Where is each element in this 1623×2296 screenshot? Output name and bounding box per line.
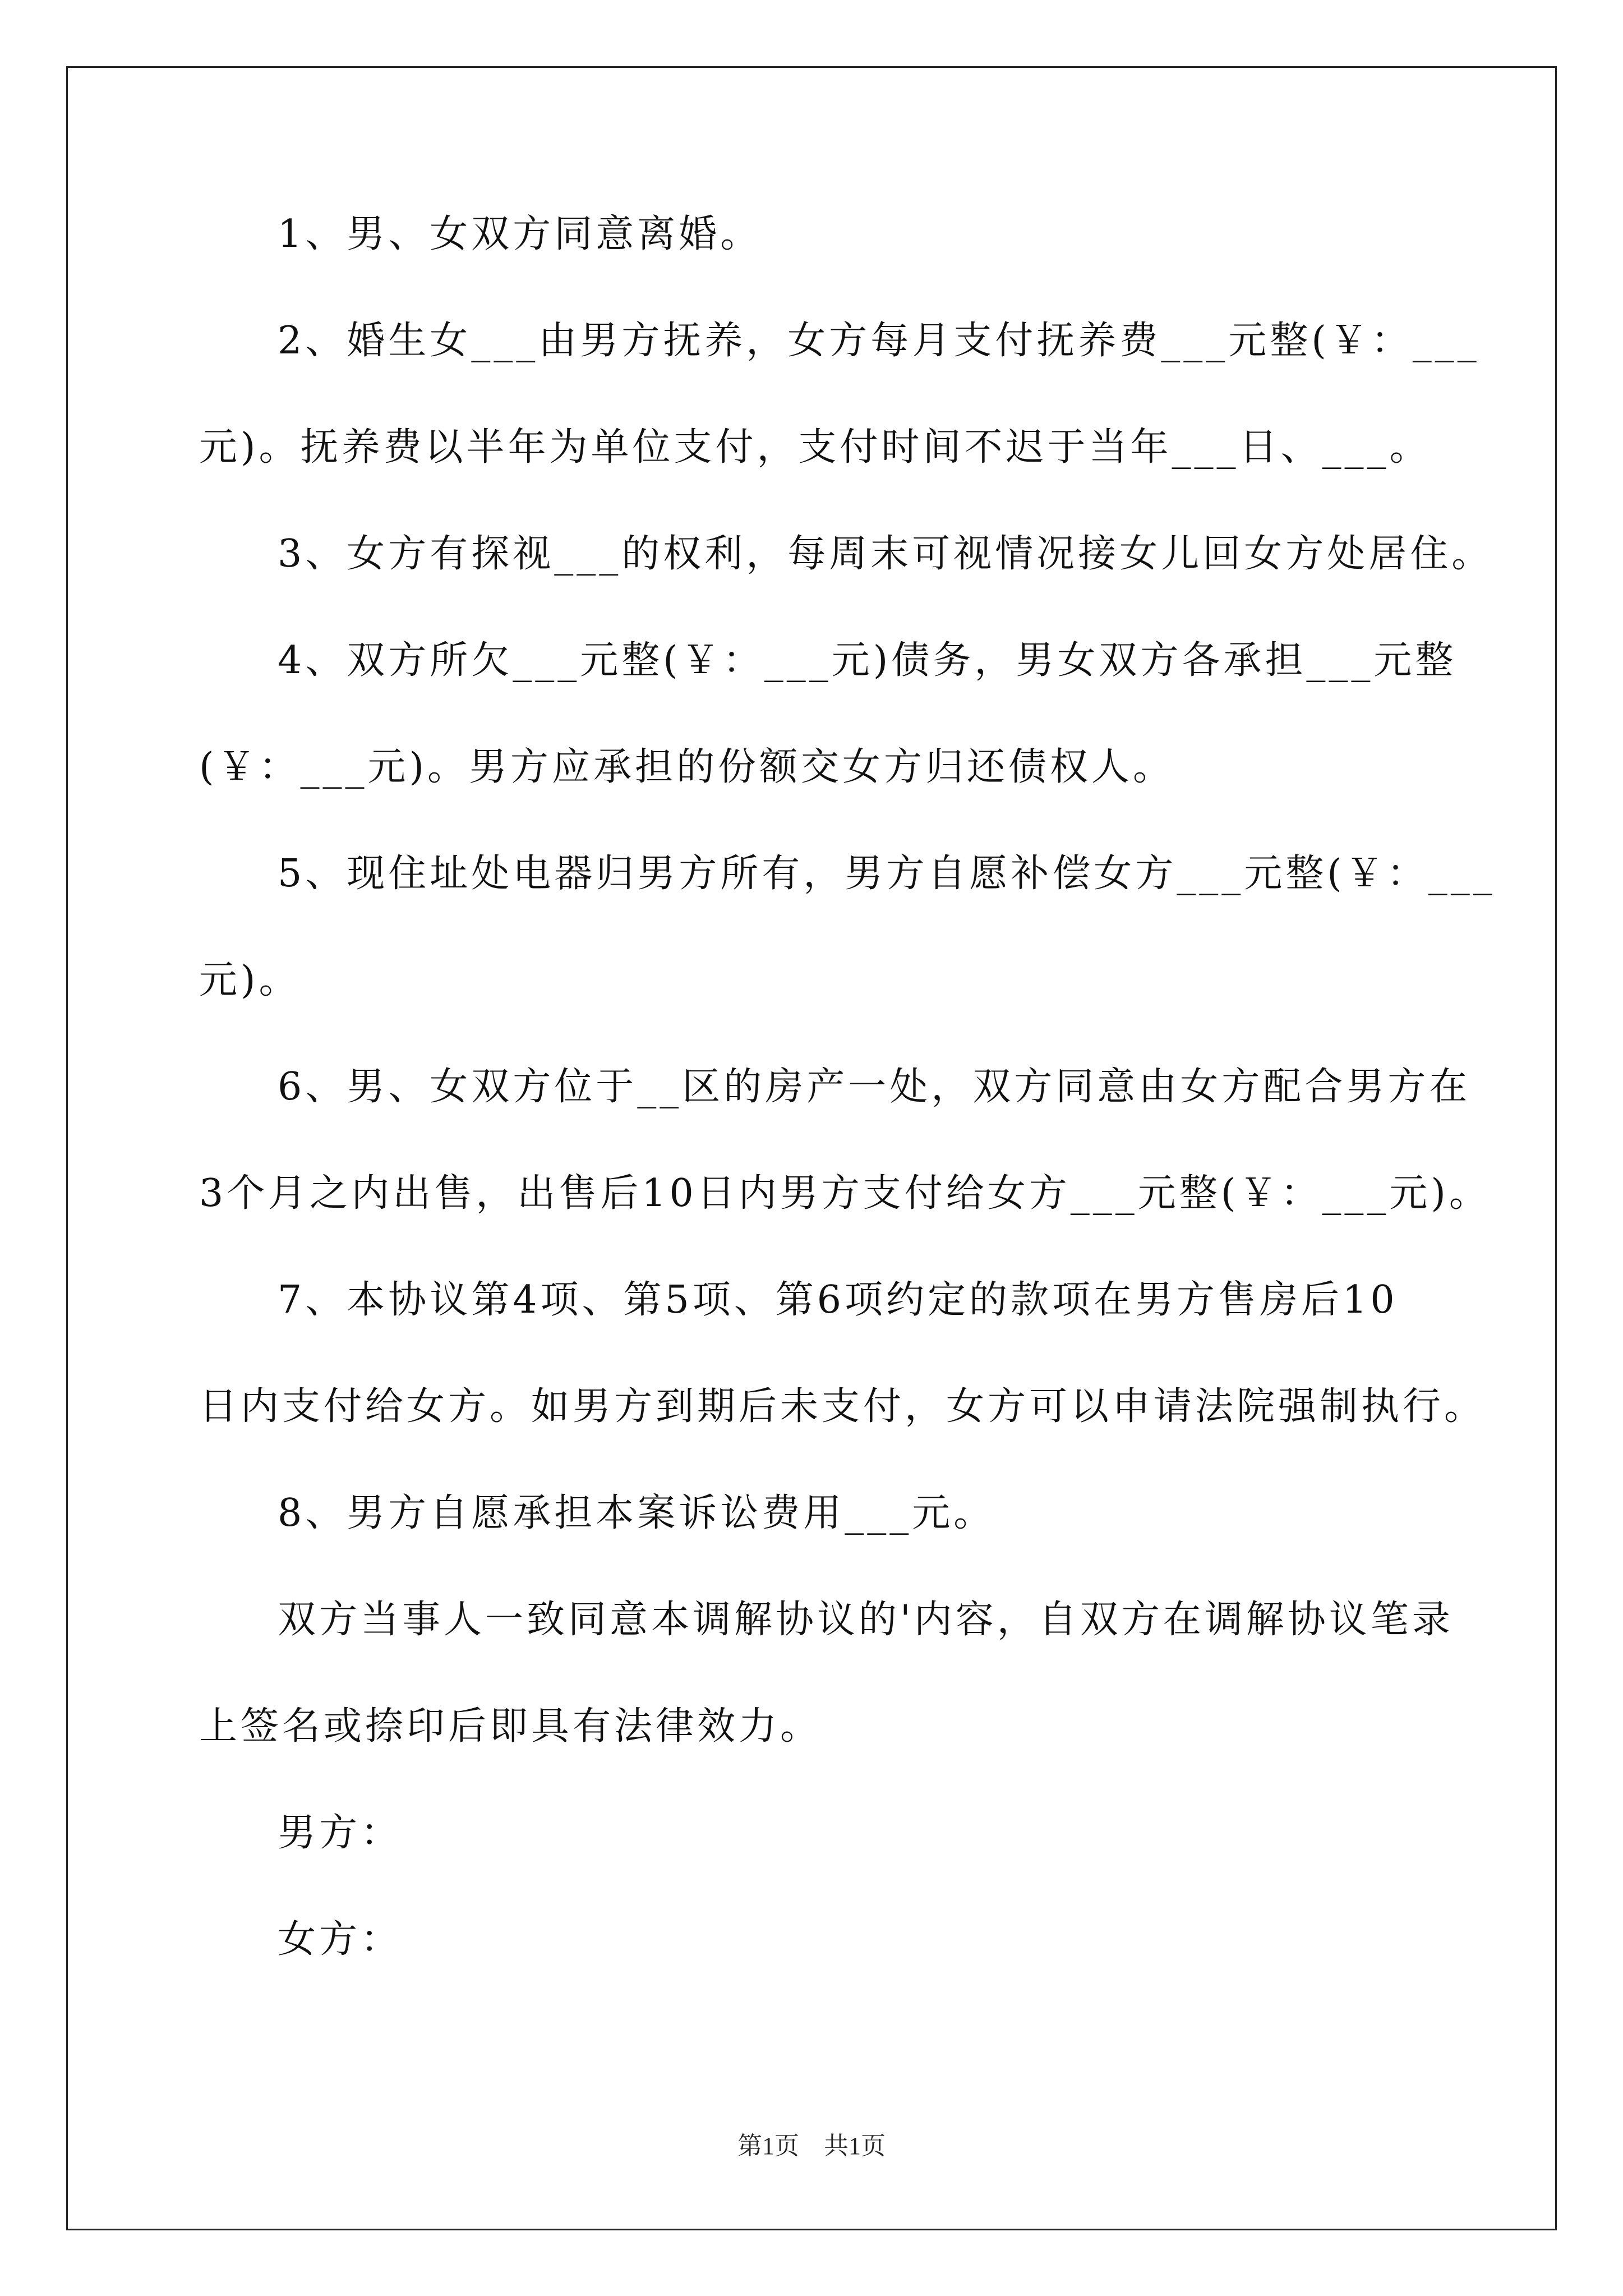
page-number-total: 共1页 bbox=[824, 2132, 886, 2160]
closing-statement-line-1: 双方当事人一致同意本调解协议的'内容，自双方在调解协议笔录 bbox=[278, 1598, 1454, 1642]
clause-8: 8、男方自愿承担本案诉讼费用___元。 bbox=[278, 1491, 995, 1535]
male-party-signature-line: 男方： bbox=[278, 1811, 403, 1855]
page-number-current: 第1页 bbox=[737, 2132, 799, 2160]
clause-7-line-1: 7、本协议第4项、第5项、第6项约定的款项在男方售房后10 bbox=[278, 1278, 1398, 1322]
closing-statement-line-2: 上签名或捺印后即具有法律效力。 bbox=[199, 1704, 822, 1749]
clause-5-line-2: 元)。 bbox=[199, 958, 301, 1002]
clause-2-line-2: 元)。抚养费以半年为单位支付，支付时间不迟于当年___日、___。 bbox=[199, 425, 1431, 470]
clause-7-line-2: 日内支付给女方。如男方到期后未支付，女方可以申请法院强制执行。 bbox=[199, 1384, 1486, 1429]
clause-4-line-2: (￥：___元)。男方应承担的份额交女方归还债权人。 bbox=[199, 745, 1175, 789]
page-border bbox=[66, 66, 1557, 2230]
page-footer bbox=[0, 2129, 1623, 2163]
clause-2-line-1: 2、婚生女___由男方抚养，女方每月支付抚养费___元整(￥：___ bbox=[278, 319, 1480, 363]
female-party-signature-line: 女方： bbox=[278, 1917, 403, 1962]
clause-5-line-1: 5、现住址处电器归男方所有，男方自愿补偿女方___元整(￥：___ bbox=[278, 852, 1496, 896]
clause-3: 3、女方有探视___的权利，每周末可视情况接女儿回女方处居住。 bbox=[278, 532, 1493, 576]
clause-6-line-2: 3个月之内出售，出售后10日内男方支付给女方___元整(￥：___元)。 bbox=[199, 1171, 1491, 1216]
clause-4-line-1: 4、双方所欠___元整(￥：___元)债务，男女双方各承担___元整 bbox=[278, 638, 1457, 683]
clause-6-line-1: 6、男、女双方位于__区的房产一处，双方同意由女方配合男方在 bbox=[278, 1065, 1471, 1109]
clause-1: 1、男、女双方同意离婚。 bbox=[278, 212, 762, 256]
